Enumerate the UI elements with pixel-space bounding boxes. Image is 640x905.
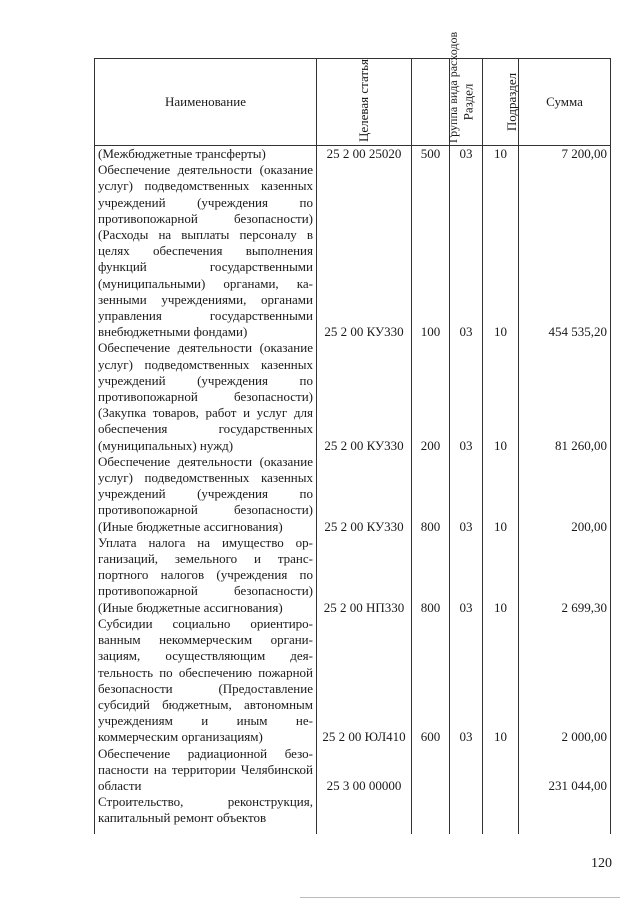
row-subsection: 10	[483, 535, 519, 616]
row-sum: 2 000,00	[519, 616, 611, 746]
table-header-row	[95, 59, 611, 146]
row-name: Строительство, реконструкция, капитальный ремонт объектов	[95, 794, 317, 834]
row-group: 200	[412, 340, 450, 453]
row-subsection: 10	[483, 340, 519, 453]
row-group: 100	[412, 162, 450, 340]
row-code: 25 2 00 КУ330	[317, 454, 412, 535]
row-group: 800	[412, 535, 450, 616]
row-section	[450, 794, 483, 834]
header-subsection: Подраздел	[483, 59, 519, 146]
row-group: 600	[412, 616, 450, 746]
row-section: 03	[450, 340, 483, 453]
header-section: Раздел	[450, 59, 483, 146]
row-code: 25 2 00 КУ330	[317, 162, 412, 340]
row-subsection	[483, 794, 519, 834]
row-group: 800	[412, 454, 450, 535]
row-name: Субсидии социально ориентированным некоммерческим организациям, осуществляющим деятельность по обеспечению пожарной безопасности (Предоставление субсидий бюджетным, автономным учреждениям и иным некоммерческим организациям)	[95, 616, 317, 746]
row-group	[412, 794, 450, 834]
row-name: Обеспечение деятельности (оказание услуг) подведомственных казенных учреждений (учреждения по противопожарной безопасности) (Иные бюджетные ассигнования)	[95, 454, 317, 535]
row-section: 03	[450, 454, 483, 535]
table-row	[95, 794, 611, 834]
row-code: 25 2 00 ЮЛ410	[317, 616, 412, 746]
row-code: 25 2 00 НП330	[317, 535, 412, 616]
row-name: Обеспечение деятельности (оказание услуг) подведомственных казенных учреждений (учреждения по противопожарной безопасности) (Закупка товаров, работ и услуг для обеспечения государственных (муниципальных) нужд)	[95, 340, 317, 453]
table-row	[95, 454, 611, 535]
row-name: Обеспечение радиационной безопасности на территории Челябинской области	[95, 746, 317, 795]
row-subsection: 10	[483, 454, 519, 535]
row-name: Уплата налога на имущество организаций, земельного и транспортного налогов (учреждения по противопожарной безопасности) (Иные бюджетные ассигнования)	[95, 535, 317, 616]
row-section: 03	[450, 535, 483, 616]
row-sum: 231 044,00	[519, 746, 611, 795]
scan-divider	[300, 897, 620, 898]
row-code	[317, 794, 412, 834]
budget-table	[94, 31, 611, 834]
row-group: 500	[412, 146, 450, 163]
header-target: Целевая статья	[317, 59, 412, 146]
table-row	[95, 146, 611, 163]
row-subsection: 10	[483, 146, 519, 163]
row-name: Обеспечение деятельности (оказание услуг) подведомственных казенных учреждений (учреждения по противопожарной безопасности) (Расходы на выплаты персоналу в целях обеспечения выполнения функций государственными (муниципальными) органами, казенными учреждениями, органами управления государственными внебюджетными фондами)	[95, 162, 317, 340]
table-row	[95, 162, 611, 340]
row-sum: 7 200,00	[519, 146, 611, 163]
table-row	[95, 616, 611, 746]
row-subsection: 10	[483, 162, 519, 340]
page-number: 120	[591, 856, 612, 871]
row-name: (Межбюджетные трансферты)	[95, 146, 317, 163]
row-sum: 81 260,00	[519, 340, 611, 453]
row-code: 25 3 00 00000	[317, 746, 412, 795]
table-row	[95, 340, 611, 453]
row-section: 03	[450, 146, 483, 163]
row-sum: 2 699,30	[519, 535, 611, 616]
header-group: Группа вида расходов	[412, 59, 450, 146]
row-sum	[519, 794, 611, 834]
row-code: 25 2 00 КУ330	[317, 340, 412, 453]
table-row	[95, 535, 611, 616]
table-row	[95, 746, 611, 795]
row-section: 03	[450, 616, 483, 746]
row-group	[412, 746, 450, 795]
row-section	[450, 746, 483, 795]
row-subsection	[483, 746, 519, 795]
row-section: 03	[450, 162, 483, 340]
row-sum: 454 535,20	[519, 162, 611, 340]
header-name: Наименование	[95, 59, 317, 146]
row-sum: 200,00	[519, 454, 611, 535]
row-subsection: 10	[483, 616, 519, 746]
row-code: 25 2 00 25020	[317, 146, 412, 163]
header-sum: Сумма	[519, 59, 611, 146]
